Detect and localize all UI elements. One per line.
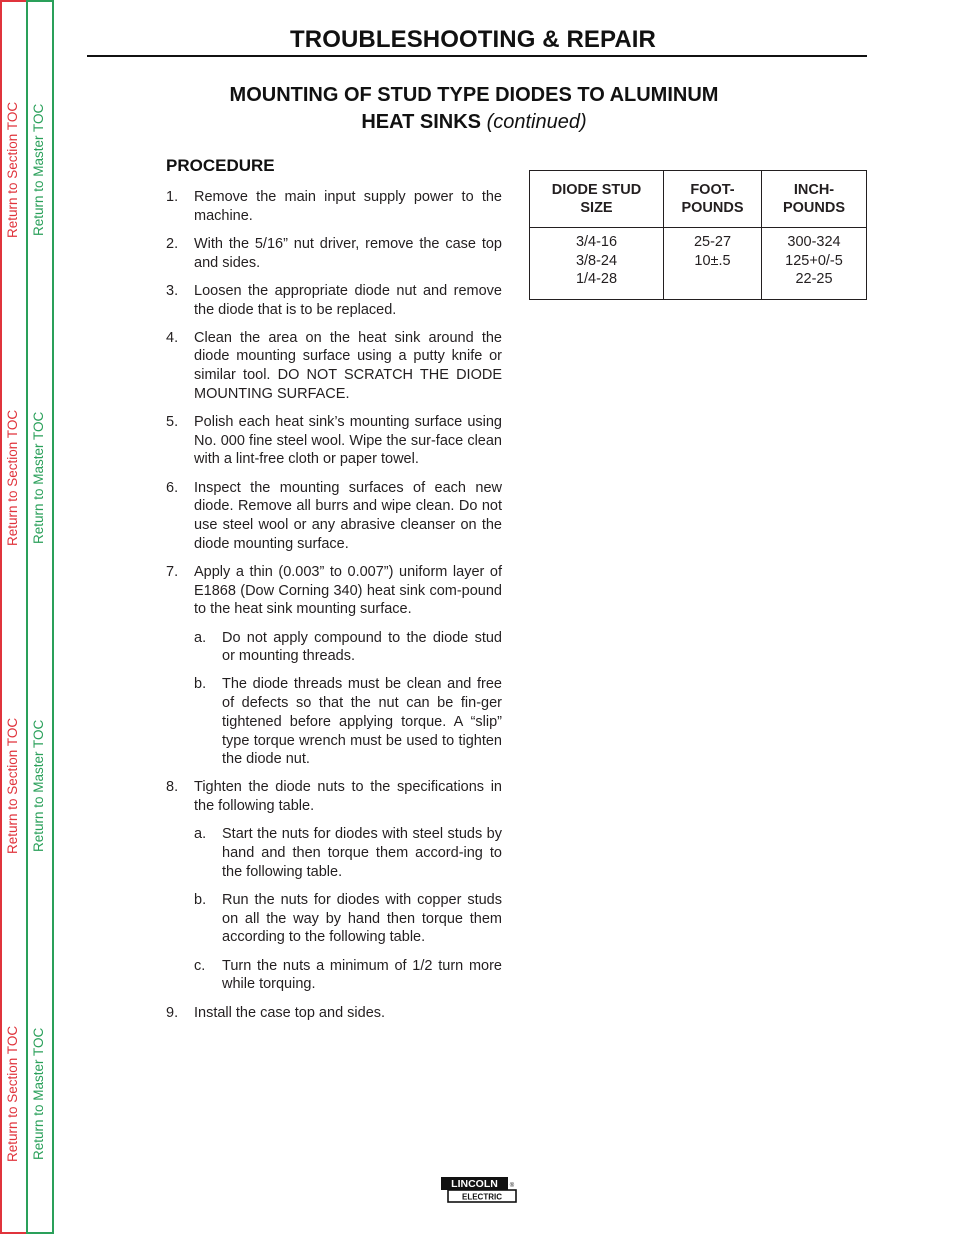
return-to-master-toc-link[interactable]: Return to Master TOC <box>31 1027 46 1160</box>
table-cell: 10±.5 <box>694 252 731 269</box>
procedure-substep <box>194 629 502 666</box>
step-number: 2. <box>166 235 179 252</box>
step-number: 9. <box>166 1004 179 1021</box>
substep-text: Turn the nuts a minimum of 1/2 turn more while torquing. <box>222 957 502 993</box>
table-cell: 1/4-28 <box>575 271 618 287</box>
procedure-step <box>166 1004 502 1023</box>
step-text: Apply a thin (0.003” to 0.007”) uniform layer of E1868 (Dow Corning 340) heat sink com-pound to the heat sink mounting surface. <box>194 563 502 618</box>
return-to-master-toc-link[interactable]: Return to Master TOC <box>31 719 46 852</box>
substep-text: The diode threads must be clean and free of defects so that the nut can be fin-ger tightened before applying torque. A “slip” type torque wrench must be used to tighten the diode nut. <box>222 676 502 768</box>
torque-spec-table <box>529 170 867 300</box>
step-text: Polish each heat sink’s mounting surface using No. 000 fine steel wool. Wipe the sur-face clean with a lint-free cloth or paper towel. <box>194 414 502 468</box>
substep-letter: b. <box>194 676 207 693</box>
section-title <box>140 82 808 136</box>
procedure-step <box>166 235 502 272</box>
procedure-substep <box>194 675 502 769</box>
substep-text: Run the nuts for diodes with copper studs on all the way by hand then torque them according to the following table. <box>222 892 502 946</box>
header-line: FOOT- <box>690 181 735 198</box>
title-divider <box>87 55 867 57</box>
table-cell: 3/8-24 <box>575 252 618 269</box>
header-line: POUNDS <box>681 200 744 216</box>
substep-text: Do not apply compound to the diode stud or mounting threads. <box>222 629 502 665</box>
substep-letter: a. <box>194 629 207 646</box>
table-column-foot-pounds <box>663 228 761 299</box>
step-number: 7. <box>166 563 179 580</box>
return-to-section-toc-link[interactable]: Return to Section TOC <box>5 101 20 238</box>
substep-text: Start the nuts for diodes with steel studs by hand and then torque them accord-ing to the following table. <box>222 826 502 880</box>
header-line: INCH- <box>793 181 835 198</box>
procedure-substep <box>194 891 502 947</box>
table-column-inch-pounds <box>761 228 866 299</box>
step-text: Tighten the diode nuts to the specifications in the following table. <box>194 779 502 815</box>
procedure-step <box>166 479 502 554</box>
return-to-master-toc-link[interactable]: Return to Master TOC <box>31 103 46 236</box>
header-line: POUNDS <box>782 200 846 216</box>
section-title-line2-text: HEAT SINKS <box>361 111 481 133</box>
step-number: 6. <box>166 479 179 496</box>
step-text: Inspect the mounting surfaces of each new diode. Remove all burrs and wipe clean. Do not use steel wool or any abrasive cleanser on the diode mounting surface. <box>194 479 502 552</box>
procedure-step <box>166 563 502 769</box>
step-number: 1. <box>166 189 179 205</box>
step-text: Remove the main input supply power to the machine. <box>194 189 502 224</box>
procedure-heading: PROCEDURE <box>166 156 275 175</box>
step-number: 8. <box>166 779 179 796</box>
section-title-line2 <box>140 109 808 136</box>
page-title: TROUBLESHOOTING & REPAIR <box>290 26 656 53</box>
section-title-line1: MOUNTING OF STUD TYPE DIODES TO ALUMINUM <box>229 84 719 106</box>
header-line: SIZE <box>580 200 613 216</box>
header-line: DIODE STUD <box>551 181 642 198</box>
step-number: 5. <box>166 414 179 431</box>
table-header-foot-pounds <box>663 171 761 228</box>
return-to-section-toc-link[interactable]: Return to Section TOC <box>5 1025 20 1162</box>
substep-letter: b. <box>194 892 207 908</box>
step-text: Clean the area on the heat sink around the diode mounting surface using a putty knife or similar tool. DO NOT SCRATCH THE DIODE MOUNTING SURFACE. <box>194 329 502 402</box>
procedure-substep <box>194 957 502 994</box>
procedure-step <box>166 778 502 994</box>
procedure-step <box>166 282 502 319</box>
return-to-master-toc-link[interactable]: Return to Master TOC <box>31 411 46 544</box>
logo-registered-mark: ® <box>509 1183 515 1189</box>
substep-letter: c. <box>194 957 206 974</box>
table-header-inch-pounds <box>761 171 866 228</box>
procedure-step <box>166 329 502 404</box>
step-text: Loosen the appropriate diode nut and remove the diode that is to be replaced. <box>194 282 502 318</box>
return-to-section-toc-link[interactable]: Return to Section TOC <box>5 717 20 854</box>
table-column-stud-sizes <box>530 228 663 299</box>
step-text: Install the case top and sides. <box>194 1004 386 1021</box>
table-cell: 3/4-16 <box>575 234 618 250</box>
procedure-substep <box>194 825 502 881</box>
step-number: 3. <box>166 282 179 299</box>
table-cell: 125+0/-5 <box>785 252 843 269</box>
return-to-section-toc-link[interactable]: Return to Section TOC <box>5 409 20 546</box>
procedure-step <box>166 413 502 469</box>
logo-lincoln-text: LINCOLN <box>451 1178 498 1190</box>
table-cell: 300-324 <box>787 234 841 250</box>
procedure-step <box>166 188 502 225</box>
table-cell: 25-27 <box>693 234 732 250</box>
lincoln-electric-logo <box>440 1176 518 1204</box>
continued-label: (continued) <box>486 111 587 133</box>
table-header-diode-stud-size <box>530 171 663 228</box>
procedure-steps <box>166 188 502 1032</box>
substep-letter: a. <box>194 826 207 843</box>
step-text: With the 5/16” nut driver, remove the case top and sides. <box>194 235 502 271</box>
step-number: 4. <box>166 329 179 346</box>
logo-electric-text: ELECTRIC <box>462 1192 502 1202</box>
table-cell: 22-25 <box>795 271 833 287</box>
